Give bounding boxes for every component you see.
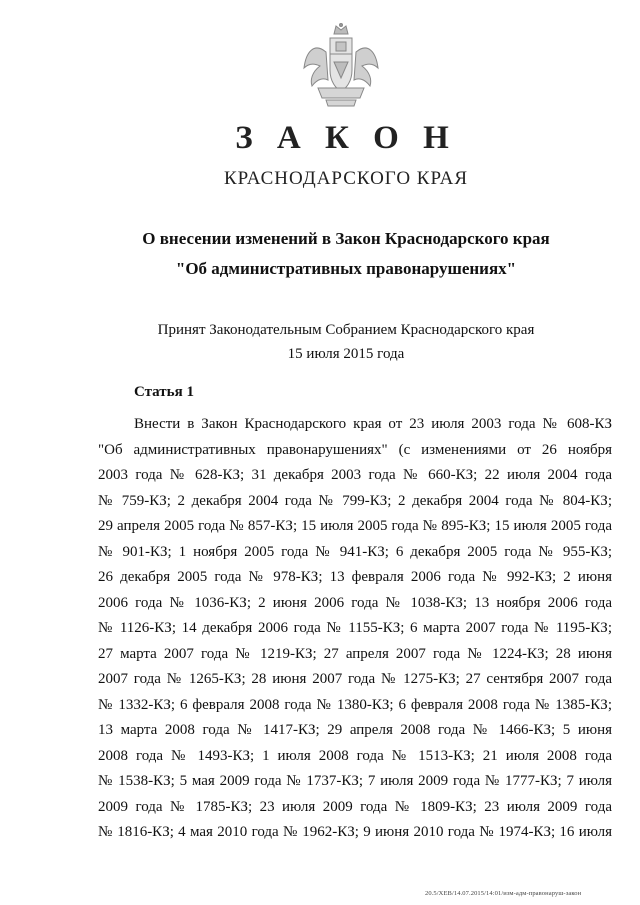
article-line: "Об административных правонарушениях" (с изменениями от 26 ноября [98,441,612,458]
document-subtitle: КРАСНОДАРСКОГО КРАЯ [223,168,468,189]
article-line: 2006 года № 1036-КЗ; 2 июня 2006 года № 1038-КЗ; 13 ноября 2006 года [98,594,612,611]
article-line: Внести в Закон Краснодарского края от 23 июля 2003 года № 608-КЗ [134,416,612,432]
article-line: № 759-КЗ; 2 декабря 2004 года № 799-КЗ; 2 декабря 2004 года № 804-КЗ; [98,492,612,509]
article-line: 29 апреля 2005 года № 857-КЗ; 15 июля 2005 года № 895-КЗ; 15 июля 2005 года [98,518,612,534]
footer-stamp: 20.5/ХЕВ/14.07.2015/14:01/изм-адм-правонаруш-закон [425,890,582,897]
article-line: № 1538-КЗ; 5 мая 2009 года № 1737-КЗ; 7 июля 2009 года № 1777-КЗ; 7 июля [98,773,612,789]
article-line: № 1816-КЗ; 4 мая 2010 года № 1962-КЗ; 9 июня 2010 года № 1974-КЗ; 16 июля [98,824,612,840]
article-line: № 1332-КЗ; 6 февраля 2008 года № 1380-КЗ; 6 февраля 2008 года № 1385-КЗ; [98,696,612,713]
adoption-line-1: Принят Законодательным Собранием Краснодарского края [157,322,535,338]
article-line: 2003 года № 628-КЗ; 31 декабря 2003 года № 660-КЗ; 22 июля 2004 года [98,467,612,483]
article-line: № 901-КЗ; 1 ноября 2005 года № 941-КЗ; 6 декабря 2005 года № 955-КЗ; [98,543,612,560]
coat-of-arms-icon [296,22,386,112]
article-line: 2007 года № 1265-КЗ; 28 июня 2007 года № 1275-КЗ; 27 сентября 2007 года [98,671,612,687]
adoption-date: 15 июля 2015 года [287,346,405,362]
article-heading: Статья 1 [134,384,194,400]
article-body [98,412,612,846]
article-line: 2008 года № 1493-КЗ; 1 июля 2008 года № 1513-КЗ; 21 июля 2008 года [98,747,612,764]
document-title: З А К О Н [235,120,457,156]
article-line: № 1126-КЗ; 14 декабря 2006 года № 1155-КЗ; 6 марта 2007 года № 1195-КЗ; [98,620,612,636]
adoption-note [0,318,640,366]
law-title [0,224,640,284]
article-line: 26 декабря 2005 года № 978-КЗ; 13 февраля 2006 года № 992-КЗ; 2 июня [98,569,612,585]
article-line: 27 марта 2007 года № 1219-КЗ; 27 апреля 2007 года № 1224-КЗ; 28 июня [98,645,612,662]
law-title-line-2: "Об административных правонарушениях" [175,259,517,278]
law-title-line-1: О внесении изменений в Закон Краснодарского края [142,229,550,248]
article-line: 13 марта 2008 года № 1417-КЗ; 29 апреля 2008 года № 1466-КЗ; 5 июня [98,722,612,738]
article-line: 2009 года № 1785-КЗ; 23 июля 2009 года № 1809-КЗ; 23 июля 2009 года [98,798,612,815]
